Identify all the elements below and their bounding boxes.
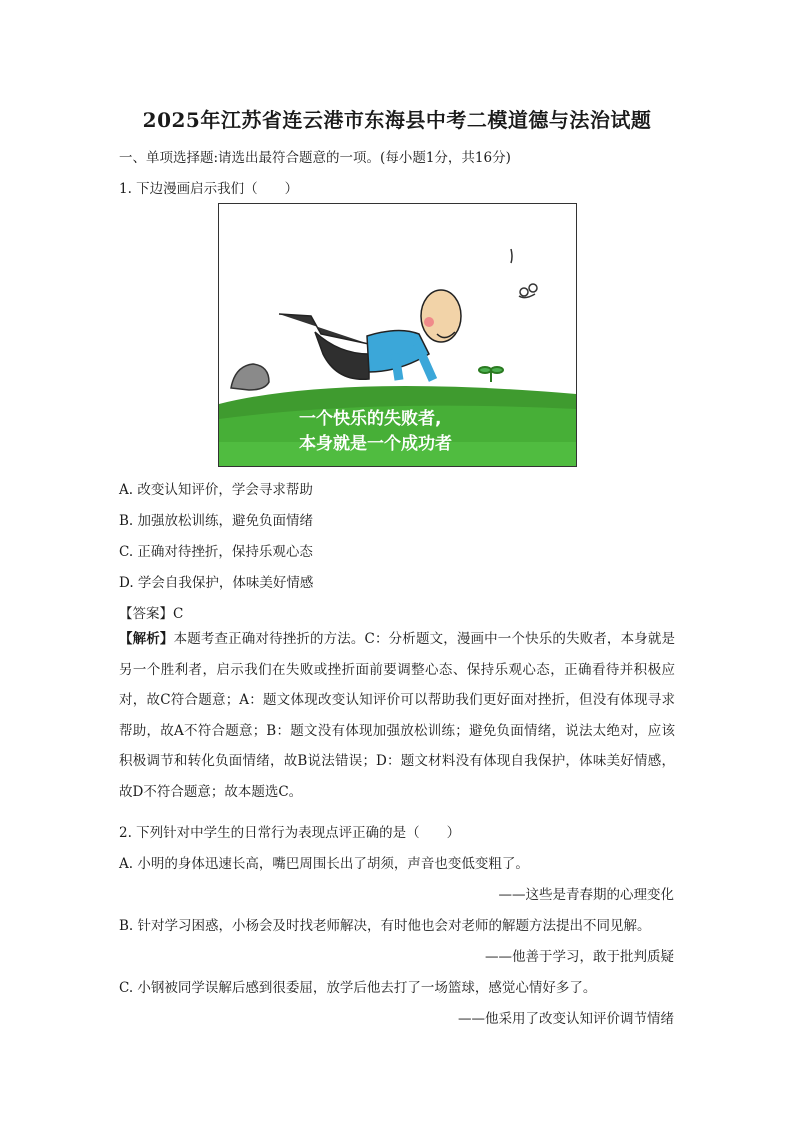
q1-option-a: A. 改变认知评价，学会寻求帮助 bbox=[119, 482, 313, 498]
question-1-stem: 1. 下边漫画启示我们（ ） bbox=[119, 181, 299, 197]
q1-analysis bbox=[119, 624, 675, 807]
q1-option-b: B. 加强放松训练，避免负面情绪 bbox=[119, 513, 314, 529]
q1-answer: 【答案】C bbox=[119, 606, 184, 622]
sprout bbox=[479, 367, 503, 382]
q1-option-d: D. 学会自我保护，体味美好情感 bbox=[119, 575, 314, 591]
q2-comment-b: ——他善于学习，敢于批判质疑 bbox=[485, 949, 674, 965]
section-heading: 一、单项选择题:请选出最符合题意的一项。(每小题1分，共16分) bbox=[119, 150, 511, 166]
cartoon-illustration bbox=[219, 204, 576, 466]
analysis-text: 本题考查正确对待挫折的方法。C：分析题文，漫画中一个快乐的失败者，本身就是另一个胜利者，启示我们在失败或挫折面前要调整心态、保持乐观心态，正确看待并积极应对，故C符合题意；A：题文体现改变认知评价可以帮助我们更好面对挫折，但没有体现寻求帮助，故A不符合题意；B：题文没有体现加强放松训练；避免负面情绪，说法太绝对，应该积极调节和转化负面情绪，故B说法错误；D：题文材料没有体现自我保护，体味美好情感，故D不符合题意；故本题选C。 bbox=[119, 631, 675, 800]
rock bbox=[231, 364, 269, 390]
q1-option-c: C. 正确对待挫折，保持乐观心态 bbox=[119, 544, 313, 560]
page-title: 2025年江苏省连云港市东海县中考二模道德与法治试题 bbox=[142, 108, 652, 132]
man-figure bbox=[279, 290, 461, 380]
cartoon-figure bbox=[218, 203, 577, 467]
q2-option-b: B. 针对学习困惑，小杨会及时找老师解决，有时他也会对老师的解题方法提出不同见解。 bbox=[119, 918, 651, 934]
q2-option-c: C. 小钢被同学误解后感到很委屈，放学后他去打了一场篮球，感觉心情好多了。 bbox=[119, 980, 597, 996]
cartoon-caption-line-1: 一个快乐的失败者, bbox=[299, 409, 442, 429]
q2-option-a: A. 小明的身体迅速长高，嘴巴周围长出了胡须，声音也变低变粗了。 bbox=[119, 856, 529, 872]
q2-comment-c: ——他采用了改变认知评价调节情绪 bbox=[458, 1011, 674, 1027]
flies-doodle bbox=[511, 249, 537, 298]
question-2-stem: 2. 下列针对中学生的日常行为表现点评正确的是（ ） bbox=[119, 825, 461, 841]
q2-comment-a: ——这些是青春期的心理变化 bbox=[498, 887, 674, 903]
cartoon-caption-line-2: 本身就是一个成功者 bbox=[299, 434, 452, 454]
analysis-label: 【解析】 bbox=[119, 631, 174, 647]
